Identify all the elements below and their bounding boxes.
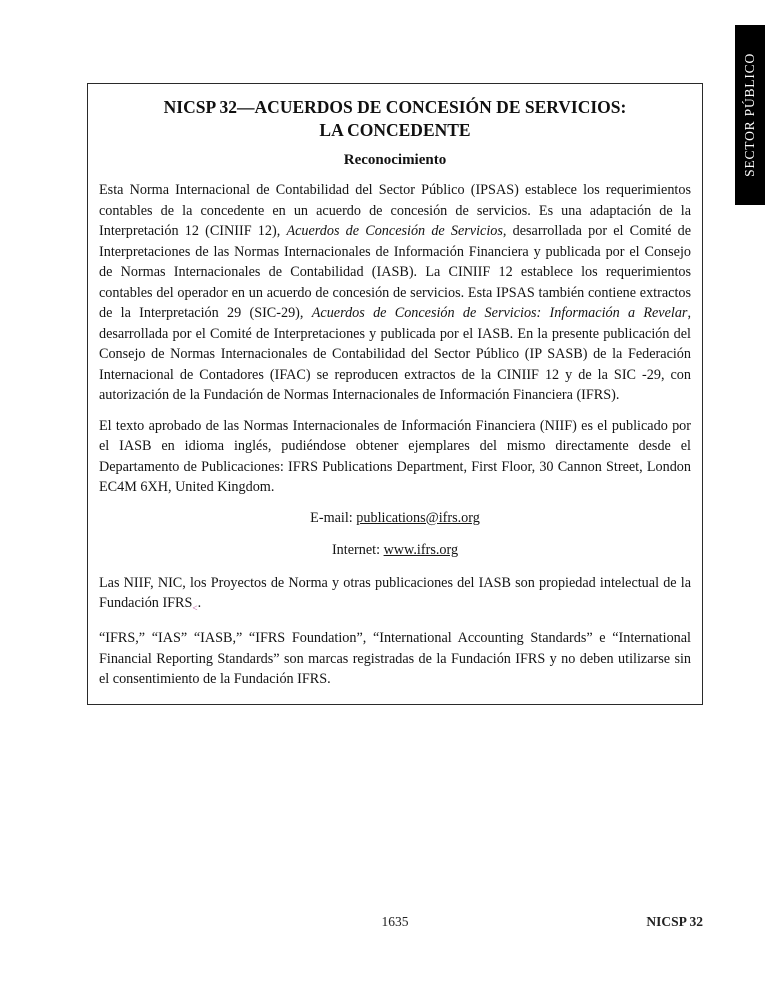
document-title [99, 96, 691, 142]
sector-tab-label: SECTOR PÚBLICO [742, 53, 757, 177]
footer-page-number: 1635 [381, 914, 409, 929]
website-link[interactable]: www.ifrs.org [383, 542, 459, 558]
section-subtitle: Reconocimiento [343, 152, 447, 168]
text-segment: E-mail: [310, 509, 357, 526]
internet-line [99, 540, 691, 561]
text-segment: Acuerdos de Concesión de Servicios: Información a Revelar [311, 305, 688, 321]
text-segment: El texto aprobado de las Normas Internacionales de Información Financiera (NIIF) es el publicado por el IASB en idioma inglés, pudiéndose obtener ejemplares del mismo directamente desde el Departamento de Publicaciones: IFRS Publications Department, First Floor, 30 Cannon Street, London EC4M 6XH, United Kingdom. [99, 417, 691, 495]
text-segment: Esta Norma Internacional de Contabilidad del Sector Público (IPSAS) establece los requerimientos contables de la concedente en un acuerdo de concesión de servicios. Es una adaptación de la Interpretación 12 (CINIIF 12), [99, 182, 691, 239]
paragraph-trademarks [99, 628, 691, 690]
recognition-box [87, 83, 703, 705]
text-segment: . [197, 595, 202, 611]
document-title-line2: LA CONCEDENTE [319, 120, 471, 140]
email-link[interactable]: publications@ifrs.org [356, 509, 480, 526]
text-segment: , desarrollada por el Comité de Interpretaciones y publicada por el IASB. En la presente publicación del Consejo de Normas Internacionales de Contabilidad del Sector Público (IP SASB) de la Federación Internacional de Contadores (IFAC) se reproducen extractos de la CINIIF 12 y de la SIC -29, con autorización de la Fundación de Normas Internacionales de Información Financiera (IFRS). [99, 305, 691, 403]
document-title-line1: NICSP 32—ACUERDOS DE CONCESIÓN DE SERVICIOS: [163, 97, 627, 117]
text-segment: Las NIIF, NIC, los Proyectos de Norma y otras publicaciones del IASB son propiedad intelectual de la Fundación IFRS [99, 574, 691, 611]
paragraph-intellectual-property [99, 573, 691, 619]
text-segment: Internet: [331, 542, 384, 558]
email-line [99, 508, 691, 529]
tracked-change-mark: < [192, 602, 198, 613]
text-segment: , desarrollada por el Comité de Interpretaciones de las Normas Internacionales de Información Financiera y publicada por el Consejo de Normas Internacionales de Contabilidad (IASB). La CINIIF 12 establece los requerimientos contables del operador en un acuerdo de concesión de servicios. Esta IPSAS también contiene extractos de la Interpretación 29 (SIC-29), [99, 223, 691, 321]
paragraph-ipsas-intro [99, 180, 691, 406]
footer-doc-ref: NICSP 32 [646, 914, 703, 929]
text-segment: “IFRS,” “IAS” “IASB,” “IFRS Foundation”, “International Accounting Standards” e “International Financial Reporting Standards” son marcas registradas de la Fundación IFRS y no deben utilizarse sin el consentimiento de la Fundación IFRS. [99, 630, 691, 688]
paragraph-approved-text [99, 416, 691, 498]
text-segment: Acuerdos de Concesión de Servicios [286, 223, 503, 239]
page-footer [87, 914, 703, 934]
sector-publico-tab [735, 25, 765, 205]
